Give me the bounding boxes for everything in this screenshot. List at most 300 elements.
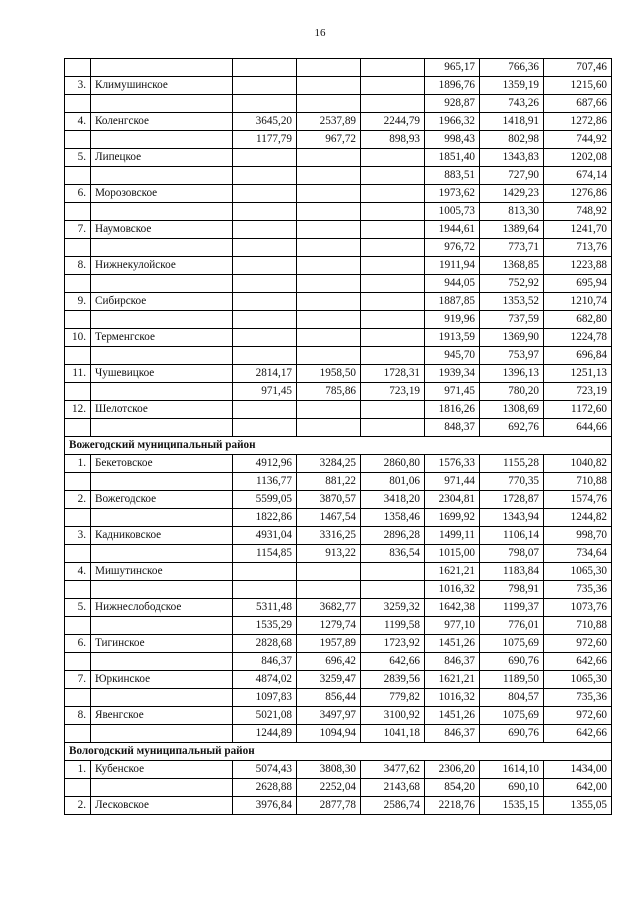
value-cell-5: 690,76 [480, 653, 544, 671]
value-cell-5: 743,26 [480, 95, 544, 113]
value-cell-4: 1973,62 [425, 185, 480, 203]
value-cell-1 [233, 311, 297, 329]
value-cell-6: 735,36 [544, 581, 612, 599]
value-cell-2: 967,72 [297, 131, 361, 149]
settlement-name [91, 347, 233, 365]
settlement-name [91, 581, 233, 599]
value-cell-4: 965,17 [425, 59, 480, 77]
settlement-name [91, 725, 233, 743]
table-row [65, 383, 612, 401]
value-cell-6: 710,88 [544, 473, 612, 491]
value-cell-3: 801,06 [361, 473, 425, 491]
value-cell-6: 1215,60 [544, 77, 612, 95]
settlement-name: Мишутинское [91, 563, 233, 581]
row-index [65, 95, 91, 113]
value-cell-1: 4874,02 [233, 671, 297, 689]
row-index: 7. [65, 221, 91, 239]
value-cell-3 [361, 275, 425, 293]
table-row [65, 563, 612, 581]
table-row [65, 113, 612, 131]
row-index [65, 617, 91, 635]
value-cell-2: 3316,25 [297, 527, 361, 545]
value-cell-2 [297, 311, 361, 329]
row-index [65, 131, 91, 149]
row-index: 9. [65, 293, 91, 311]
value-cell-4: 1621,21 [425, 563, 480, 581]
value-cell-2: 785,86 [297, 383, 361, 401]
row-index: 6. [65, 635, 91, 653]
value-cell-4: 1699,92 [425, 509, 480, 527]
value-cell-2 [297, 77, 361, 95]
value-cell-4: 919,96 [425, 311, 480, 329]
value-cell-3: 1199,58 [361, 617, 425, 635]
table-row [65, 599, 612, 617]
value-cell-3: 898,93 [361, 131, 425, 149]
value-cell-6: 713,76 [544, 239, 612, 257]
value-cell-3: 3418,20 [361, 491, 425, 509]
table-row [65, 221, 612, 239]
value-cell-2 [297, 95, 361, 113]
value-cell-5: 766,36 [480, 59, 544, 77]
settlement-name [91, 383, 233, 401]
table-row [65, 329, 612, 347]
section-title: Вологодский муниципальный район [65, 743, 612, 761]
row-index: 12. [65, 401, 91, 419]
row-index: 7. [65, 671, 91, 689]
value-cell-5: 1106,14 [480, 527, 544, 545]
value-cell-2 [297, 293, 361, 311]
value-cell-1 [233, 419, 297, 437]
value-cell-4: 945,70 [425, 347, 480, 365]
value-cell-4: 1451,26 [425, 707, 480, 725]
value-cell-5: 1396,13 [480, 365, 544, 383]
row-index [65, 347, 91, 365]
value-cell-5: 1308,69 [480, 401, 544, 419]
value-cell-1 [233, 401, 297, 419]
value-cell-2 [297, 581, 361, 599]
table-row [65, 203, 612, 221]
value-cell-5: 1368,85 [480, 257, 544, 275]
value-cell-1 [233, 293, 297, 311]
row-index [65, 509, 91, 527]
value-cell-1 [233, 257, 297, 275]
value-cell-2 [297, 347, 361, 365]
value-cell-4: 1015,00 [425, 545, 480, 563]
settlement-name [91, 545, 233, 563]
value-cell-1: 2814,17 [233, 365, 297, 383]
row-index [65, 689, 91, 707]
value-cell-4: 971,44 [425, 473, 480, 491]
value-cell-3: 1723,92 [361, 635, 425, 653]
value-cell-5: 804,57 [480, 689, 544, 707]
value-cell-5: 813,30 [480, 203, 544, 221]
section-row [65, 743, 612, 761]
value-cell-1: 1136,77 [233, 473, 297, 491]
settlement-name [91, 311, 233, 329]
section-row [65, 437, 612, 455]
value-cell-6: 1276,86 [544, 185, 612, 203]
value-cell-4: 1499,11 [425, 527, 480, 545]
value-cell-2: 1958,50 [297, 365, 361, 383]
value-cell-3: 2244,79 [361, 113, 425, 131]
value-cell-4: 998,43 [425, 131, 480, 149]
value-cell-1: 4931,04 [233, 527, 297, 545]
table-row [65, 131, 612, 149]
value-cell-6: 734,64 [544, 545, 612, 563]
value-cell-5: 1535,15 [480, 797, 544, 815]
settlement-name: Коленгское [91, 113, 233, 131]
value-cell-6: 1355,05 [544, 797, 612, 815]
value-cell-2 [297, 257, 361, 275]
row-index [65, 779, 91, 797]
value-cell-3: 2586,74 [361, 797, 425, 815]
value-cell-6: 1040,82 [544, 455, 612, 473]
value-cell-3: 2860,80 [361, 455, 425, 473]
table-row [65, 473, 612, 491]
value-cell-4: 976,72 [425, 239, 480, 257]
value-cell-4: 1913,59 [425, 329, 480, 347]
value-cell-5: 737,59 [480, 311, 544, 329]
row-index [65, 59, 91, 77]
settlement-name [91, 419, 233, 437]
value-cell-5: 798,91 [480, 581, 544, 599]
value-cell-1: 971,45 [233, 383, 297, 401]
value-cell-5: 770,35 [480, 473, 544, 491]
row-index: 4. [65, 113, 91, 131]
value-cell-3: 1358,46 [361, 509, 425, 527]
value-cell-1 [233, 239, 297, 257]
value-cell-6: 1172,60 [544, 401, 612, 419]
value-cell-4: 848,37 [425, 419, 480, 437]
value-cell-6: 1224,78 [544, 329, 612, 347]
value-cell-1: 1154,85 [233, 545, 297, 563]
row-index: 5. [65, 149, 91, 167]
value-cell-5: 1183,84 [480, 563, 544, 581]
value-cell-2: 881,22 [297, 473, 361, 491]
value-cell-2: 1467,54 [297, 509, 361, 527]
value-cell-1 [233, 275, 297, 293]
value-cell-1: 1097,83 [233, 689, 297, 707]
value-cell-2: 3284,25 [297, 455, 361, 473]
value-cell-1: 5021,08 [233, 707, 297, 725]
value-cell-3: 2143,68 [361, 779, 425, 797]
table-row [65, 95, 612, 113]
table-row [65, 419, 612, 437]
value-cell-3 [361, 185, 425, 203]
value-cell-5: 773,71 [480, 239, 544, 257]
value-cell-2 [297, 59, 361, 77]
settlement-name: Липецкое [91, 149, 233, 167]
value-cell-6: 1251,13 [544, 365, 612, 383]
value-cell-5: 798,07 [480, 545, 544, 563]
value-cell-6: 748,92 [544, 203, 612, 221]
value-cell-6: 1241,70 [544, 221, 612, 239]
value-cell-5: 1359,19 [480, 77, 544, 95]
value-cell-6: 695,94 [544, 275, 612, 293]
value-cell-2 [297, 401, 361, 419]
section-title: Вожегодский муниципальный район [65, 437, 612, 455]
table-row [65, 59, 612, 77]
value-cell-2 [297, 419, 361, 437]
settlement-name [91, 95, 233, 113]
settlement-name: Шелотское [91, 401, 233, 419]
value-cell-1 [233, 59, 297, 77]
value-cell-4: 1576,33 [425, 455, 480, 473]
value-cell-5: 1429,23 [480, 185, 544, 203]
value-cell-3: 3259,32 [361, 599, 425, 617]
table-row [65, 635, 612, 653]
value-cell-5: 780,20 [480, 383, 544, 401]
settlement-name [91, 239, 233, 257]
row-index: 4. [65, 563, 91, 581]
value-cell-2: 3808,30 [297, 761, 361, 779]
value-cell-6: 710,88 [544, 617, 612, 635]
value-cell-5: 1075,69 [480, 707, 544, 725]
row-index [65, 545, 91, 563]
value-cell-1 [233, 329, 297, 347]
value-cell-1: 846,37 [233, 653, 297, 671]
value-cell-4: 928,87 [425, 95, 480, 113]
value-cell-5: 1389,64 [480, 221, 544, 239]
settlement-name: Тигинское [91, 635, 233, 653]
value-cell-6: 682,80 [544, 311, 612, 329]
value-cell-4: 1621,21 [425, 671, 480, 689]
value-cell-1: 5311,48 [233, 599, 297, 617]
value-cell-1: 5074,43 [233, 761, 297, 779]
settlement-name: Юркинское [91, 671, 233, 689]
row-index: 10. [65, 329, 91, 347]
settlement-name: Климушинское [91, 77, 233, 95]
value-cell-4: 846,37 [425, 725, 480, 743]
value-cell-6: 642,66 [544, 653, 612, 671]
value-cell-2: 3682,77 [297, 599, 361, 617]
value-cell-1 [233, 167, 297, 185]
value-cell-5: 1418,91 [480, 113, 544, 131]
value-cell-3 [361, 347, 425, 365]
value-cell-4: 1887,85 [425, 293, 480, 311]
value-cell-6: 696,84 [544, 347, 612, 365]
value-cell-4: 1016,32 [425, 689, 480, 707]
value-cell-5: 1155,28 [480, 455, 544, 473]
settlement-name: Морозовское [91, 185, 233, 203]
value-cell-5: 1343,94 [480, 509, 544, 527]
value-cell-6: 1065,30 [544, 563, 612, 581]
value-cell-4: 846,37 [425, 653, 480, 671]
table-row [65, 797, 612, 815]
value-cell-4: 1896,76 [425, 77, 480, 95]
value-cell-2: 913,22 [297, 545, 361, 563]
table-row [65, 581, 612, 599]
value-cell-6: 674,14 [544, 167, 612, 185]
row-index [65, 275, 91, 293]
table-row [65, 689, 612, 707]
page-number: 16 [314, 27, 326, 39]
table-row [65, 455, 612, 473]
value-cell-2: 1094,94 [297, 725, 361, 743]
value-cell-4: 1005,73 [425, 203, 480, 221]
value-cell-1: 3976,84 [233, 797, 297, 815]
value-cell-5: 1728,87 [480, 491, 544, 509]
table-row [65, 779, 612, 797]
value-cell-6: 1244,82 [544, 509, 612, 527]
value-cell-2 [297, 329, 361, 347]
row-index [65, 239, 91, 257]
value-cell-4: 1016,32 [425, 581, 480, 599]
value-cell-6: 642,00 [544, 779, 612, 797]
value-cell-5: 1189,50 [480, 671, 544, 689]
value-cell-5: 1199,37 [480, 599, 544, 617]
value-cell-1 [233, 347, 297, 365]
value-cell-4: 1642,38 [425, 599, 480, 617]
value-cell-1 [233, 581, 297, 599]
value-cell-4: 944,05 [425, 275, 480, 293]
row-index [65, 311, 91, 329]
value-cell-4: 1816,26 [425, 401, 480, 419]
value-cell-1 [233, 95, 297, 113]
settlement-name [91, 203, 233, 221]
value-cell-5: 1353,52 [480, 293, 544, 311]
table-row [65, 185, 612, 203]
row-index: 2. [65, 797, 91, 815]
value-cell-6: 1223,88 [544, 257, 612, 275]
value-cell-6: 972,60 [544, 707, 612, 725]
value-cell-2 [297, 221, 361, 239]
value-cell-1: 1177,79 [233, 131, 297, 149]
value-cell-4: 1911,94 [425, 257, 480, 275]
row-index: 3. [65, 527, 91, 545]
value-cell-6: 735,36 [544, 689, 612, 707]
row-index: 1. [65, 455, 91, 473]
table-row [65, 149, 612, 167]
value-cell-5: 1614,10 [480, 761, 544, 779]
value-cell-5: 1369,90 [480, 329, 544, 347]
value-cell-2: 696,42 [297, 653, 361, 671]
table-row [65, 761, 612, 779]
table-row [65, 293, 612, 311]
value-cell-5: 1343,83 [480, 149, 544, 167]
value-cell-2: 3870,57 [297, 491, 361, 509]
value-cell-4: 883,51 [425, 167, 480, 185]
value-cell-2: 1957,89 [297, 635, 361, 653]
value-cell-2 [297, 167, 361, 185]
value-cell-2 [297, 275, 361, 293]
value-cell-3: 836,54 [361, 545, 425, 563]
value-cell-3 [361, 581, 425, 599]
value-cell-5: 692,76 [480, 419, 544, 437]
table-row [65, 545, 612, 563]
value-cell-5: 1075,69 [480, 635, 544, 653]
value-cell-4: 1851,40 [425, 149, 480, 167]
table-row [65, 311, 612, 329]
value-cell-3 [361, 563, 425, 581]
value-cell-6: 1210,74 [544, 293, 612, 311]
value-cell-6: 644,66 [544, 419, 612, 437]
value-cell-3: 642,66 [361, 653, 425, 671]
value-cell-6: 1202,08 [544, 149, 612, 167]
settlement-name [91, 509, 233, 527]
row-index: 8. [65, 707, 91, 725]
settlement-name [91, 473, 233, 491]
settlement-name: Чушевицкое [91, 365, 233, 383]
table-row [65, 725, 612, 743]
value-cell-4: 971,45 [425, 383, 480, 401]
settlement-name [91, 653, 233, 671]
value-cell-5: 753,97 [480, 347, 544, 365]
row-index: 3. [65, 77, 91, 95]
value-cell-3 [361, 293, 425, 311]
value-cell-3 [361, 221, 425, 239]
value-cell-6: 707,46 [544, 59, 612, 77]
value-cell-3 [361, 239, 425, 257]
value-cell-1: 1822,86 [233, 509, 297, 527]
row-index: 5. [65, 599, 91, 617]
row-index [65, 473, 91, 491]
row-index [65, 383, 91, 401]
value-cell-3: 2839,56 [361, 671, 425, 689]
value-cell-1 [233, 221, 297, 239]
value-cell-6: 1434,00 [544, 761, 612, 779]
value-cell-1 [233, 77, 297, 95]
settlement-name: Лесковское [91, 797, 233, 815]
settlement-name [91, 275, 233, 293]
value-cell-2: 2252,04 [297, 779, 361, 797]
value-cell-3: 1728,31 [361, 365, 425, 383]
settlement-name [91, 689, 233, 707]
table-row [65, 527, 612, 545]
row-index: 11. [65, 365, 91, 383]
settlement-name: Наумовское [91, 221, 233, 239]
value-cell-4: 2306,20 [425, 761, 480, 779]
row-index: 1. [65, 761, 91, 779]
row-index [65, 725, 91, 743]
row-index [65, 419, 91, 437]
value-cell-6: 642,66 [544, 725, 612, 743]
value-cell-5: 690,10 [480, 779, 544, 797]
settlement-name [91, 167, 233, 185]
value-cell-2 [297, 203, 361, 221]
value-cell-5: 776,01 [480, 617, 544, 635]
value-cell-2 [297, 239, 361, 257]
table-row [65, 671, 612, 689]
value-cell-3 [361, 311, 425, 329]
value-cell-4: 977,10 [425, 617, 480, 635]
row-index [65, 581, 91, 599]
value-cell-3 [361, 95, 425, 113]
value-cell-4: 2304,81 [425, 491, 480, 509]
value-cell-4: 2218,76 [425, 797, 480, 815]
value-cell-1: 2628,88 [233, 779, 297, 797]
value-cell-5: 752,92 [480, 275, 544, 293]
value-cell-1: 3645,20 [233, 113, 297, 131]
value-cell-6: 1073,76 [544, 599, 612, 617]
settlement-name: Вожегодское [91, 491, 233, 509]
value-cell-6: 972,60 [544, 635, 612, 653]
row-index [65, 653, 91, 671]
table-row [65, 509, 612, 527]
value-cell-4: 1966,32 [425, 113, 480, 131]
row-index: 8. [65, 257, 91, 275]
table-row [65, 491, 612, 509]
value-cell-2: 2877,78 [297, 797, 361, 815]
value-cell-3 [361, 59, 425, 77]
value-cell-3: 2896,28 [361, 527, 425, 545]
value-cell-3 [361, 167, 425, 185]
value-cell-3: 3477,62 [361, 761, 425, 779]
value-cell-5: 802,98 [480, 131, 544, 149]
value-cell-2: 3497,97 [297, 707, 361, 725]
value-cell-2: 1279,74 [297, 617, 361, 635]
tariff-table [64, 58, 612, 815]
